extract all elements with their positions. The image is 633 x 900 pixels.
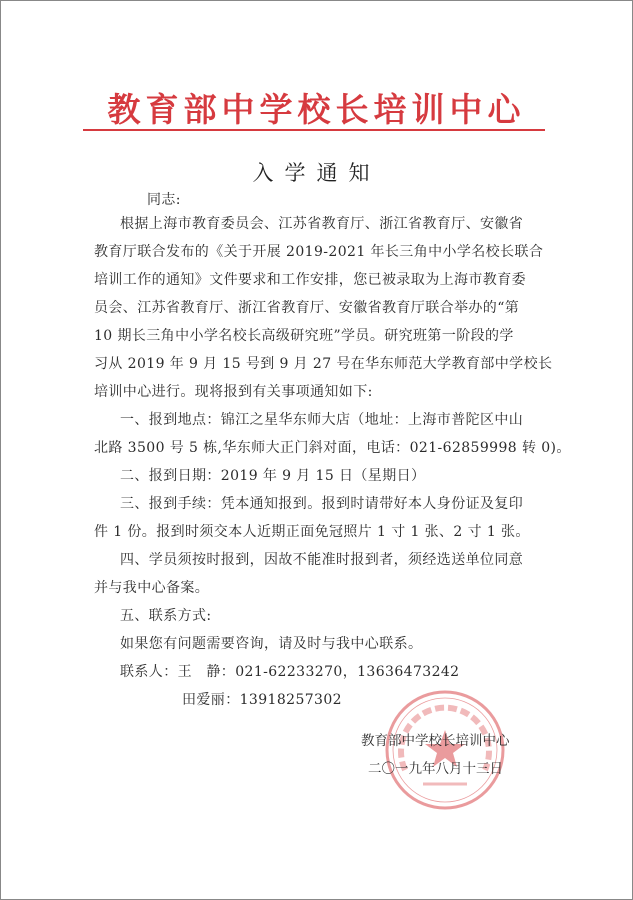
item-3-line: 三、报到手续：凭本通知报到。报到时请带好本人身份证及复印 bbox=[120, 496, 524, 512]
contact-intro: 如果您有问题需要咨询，请及时与我中心联系。 bbox=[120, 636, 423, 652]
intro-line: 根据上海市教育委员会、江苏省教育厅、浙江省教育厅、安徽省 bbox=[120, 216, 524, 232]
item-2-line: 二、报到日期：2019 年 9 月 15 日（星期日） bbox=[120, 468, 426, 484]
header-divider bbox=[83, 129, 545, 131]
contact-person-1: 联系人：王 静：021-62233270，13636473242 bbox=[120, 664, 460, 680]
item-4-line: 四、学员须按时报到，因故不能准时报到者，须经选送单位同意 bbox=[120, 552, 524, 568]
item-5-line: 五、联系方式: bbox=[120, 608, 212, 624]
item-1-line: 北路 3500 号 5 栋,华东师大正门斜对面，电话：021-62859998 转 0)。 bbox=[94, 440, 571, 456]
signature-organization: 教育部中学校长培训中心 bbox=[361, 733, 510, 749]
contact-person-2: 田爱丽：13918257302 bbox=[182, 692, 342, 708]
official-seal bbox=[383, 688, 507, 812]
item-1-line: 一、报到地点：锦江之星华东师大店（地址：上海市普陀区中山 bbox=[120, 412, 524, 428]
item-4-line: 并与我中心备案。 bbox=[94, 580, 210, 596]
document-title: 入学通知 bbox=[252, 161, 381, 185]
intro-line: 教育厅联合发布的《关于开展 2019-2021 年长三角中小学名校长联合 bbox=[94, 244, 544, 260]
item-3-line: 件 1 份。报到时须交本人近期正面免冠照片 1 寸 1 张、2 寸 1 张。 bbox=[94, 524, 530, 540]
intro-line: 培训中心进行。现将报到有关事项通知如下: bbox=[94, 384, 373, 400]
intro-line: 培训工作的通知》文件要求和工作安排，您已被录取为上海市教育委 bbox=[94, 272, 526, 288]
intro-line: 10 期长三角中小学名校长高级研究班”学员。研究班第一阶段的学 bbox=[94, 328, 514, 344]
intro-line: 习从 2019 年 9 月 15 号到 9 月 27 号在华东师范大学教育部中学校长 bbox=[94, 356, 553, 372]
intro-line: 员会、江苏省教育厅、浙江省教育厅、安徽省教育厅联合举办的“第 bbox=[94, 300, 520, 316]
signature-date: 二〇一九年八月十三日 bbox=[368, 761, 503, 777]
salutation: 同志: bbox=[147, 192, 181, 208]
organization-header: 教育部中学校长培训中心 bbox=[107, 90, 526, 129]
